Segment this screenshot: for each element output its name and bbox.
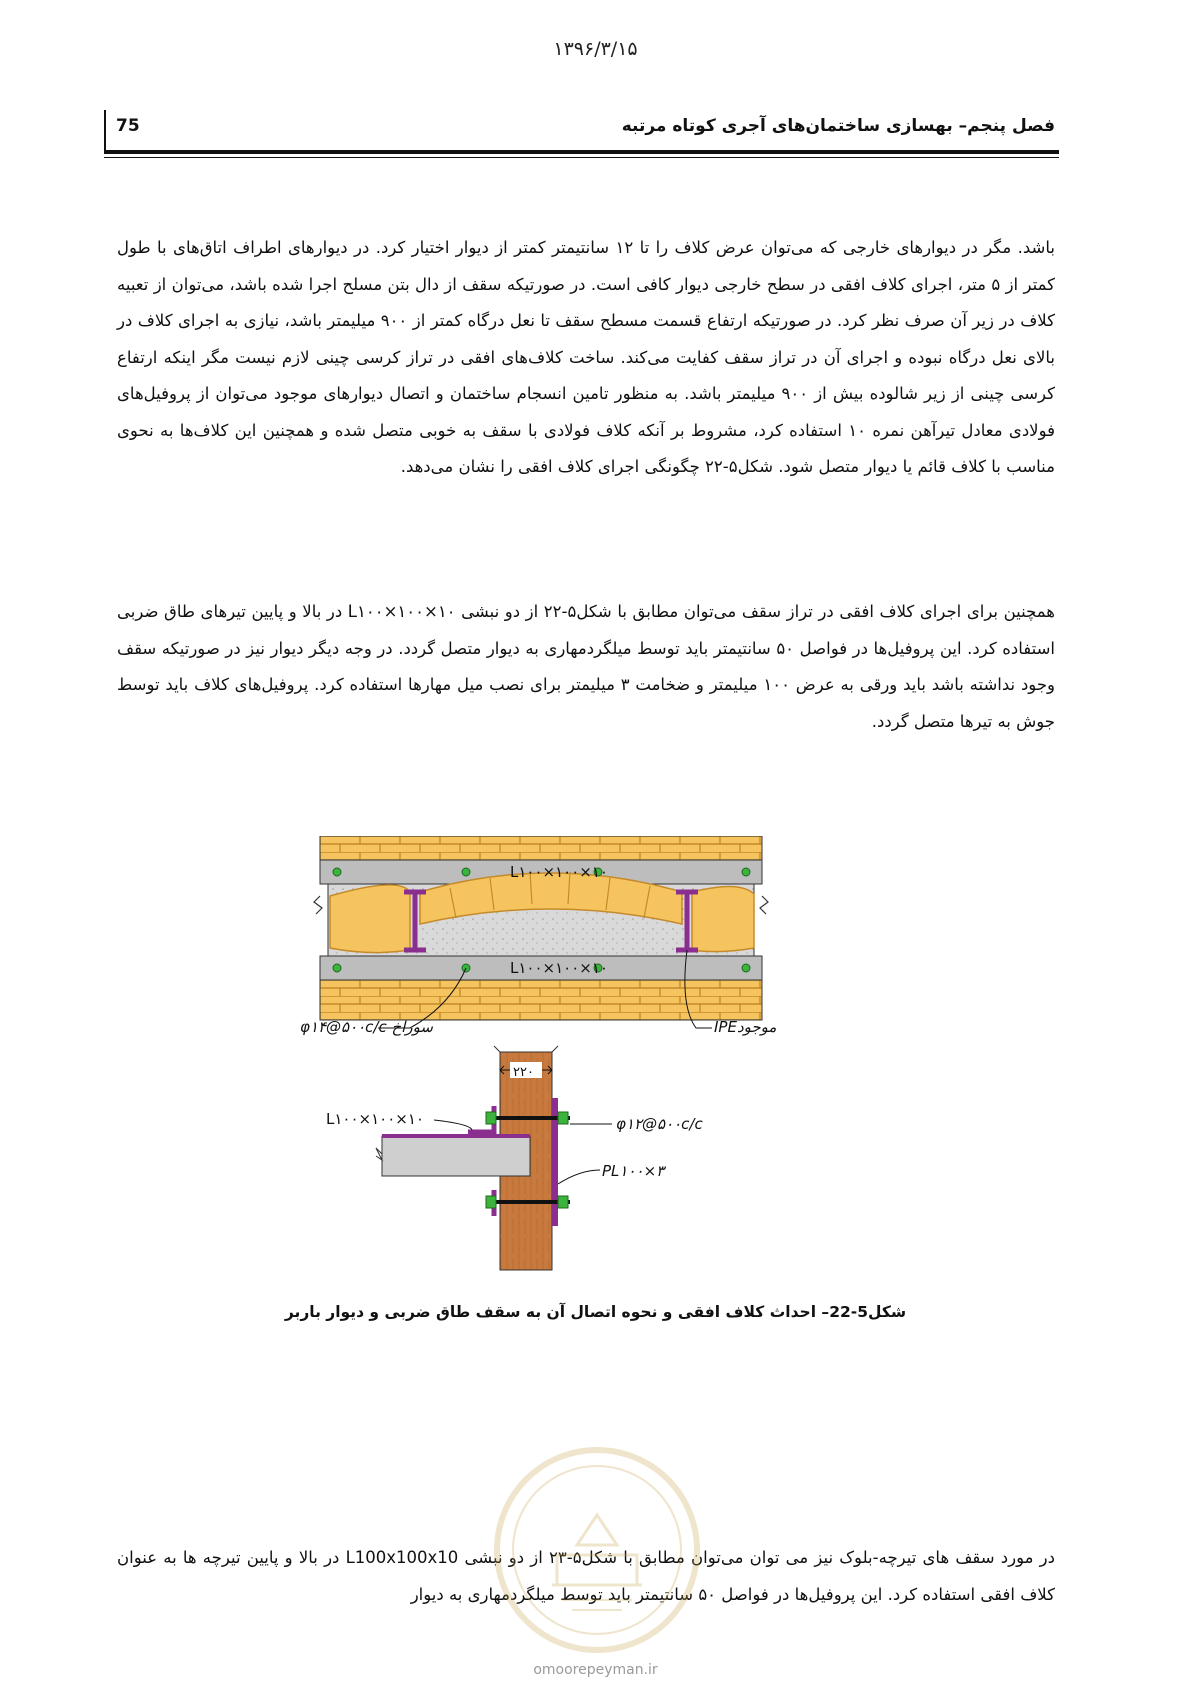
section-view: [326, 1046, 703, 1270]
body-paragraph-1: باشد. مگر در دیوارهای خارجی که می‌توان عرض کلاف را تا ۱۲ سانتیمتر کمتر از دیوار اختیار کرد. در دیوارهای اطراف اتاق‌های با طول کمتر از ۵ متر، اجرای کلاف افقی در سطح خارجی دیوار کافی است. در صورتیکه سقف از دال بتن مسلح اجرا شده باشد، می‌توان از تعبیه کلاف در زیر آن صرف نظر کرد. در صورتیکه ارتفاع قسمت مسطح سقف تا نعل درگاه کمتر از ۹۰۰ میلیمتر باشد، نیازی به اجرای کلاف در بالای نعل درگاه نبوده و اجرای آن در تراز سقف کفایت می‌کند. ساخت کلاف‌های افقی در تراز کرسی چینی لازم نیست مگر اینکه ارتفاع کرسی چینی از زیر شالوده بیش از ۹۰۰ میلیمتر باشد. به منظور تامین انسجام ساختمان و اتصال دیوارهای موجود می‌توان از پروفیل‌های فولادی معادل تیرآهن نمره ۱۰ استفاده کرد، مشروط بر آنکه کلاف فولادی با سقف به خوبی متصل شده و همچنین این کلاف‌ها به نحوی مناسب با کلاف قائم یا دیوار متصل شود. شکل۵-۲۲ چگونگی اجرای کلاف افقی را نشان می‌دهد.: [117, 238, 1056, 476]
nut-icon: [558, 1112, 568, 1124]
plate-label: PL۱۰۰×۳: [602, 1162, 665, 1180]
header-divider: [104, 110, 106, 150]
nut-icon: [486, 1112, 496, 1124]
wall-width-label: ۲۲۰: [513, 1065, 534, 1080]
bolt-hole: [333, 964, 341, 972]
watermark-url: omoorepeyman.ir: [533, 1662, 658, 1678]
ipe-label: IPEموجود: [714, 1018, 777, 1036]
hole-spacing-label: φ۱۴@۵۰۰c/c سوراخ: [300, 1018, 433, 1036]
detail-drawing: [300, 836, 860, 1276]
anchor-rod-label: φ۱۲@۵۰۰c/c: [616, 1115, 703, 1133]
bolt-hole: [742, 964, 750, 972]
bolt-hole: [462, 868, 470, 876]
bolt-hole: [742, 868, 750, 876]
header-rule-thin: [104, 157, 1059, 158]
plan-view: [300, 836, 776, 1036]
page-header: [104, 108, 1059, 152]
plan-angle-label-bottom: L۱۰۰×۱۰۰×۱۰: [510, 959, 608, 977]
watermark-seal: [482, 1435, 712, 1665]
nut-icon: [486, 1196, 496, 1208]
bolt-hole: [333, 868, 341, 876]
body-paragraph-3: در مورد سقف های تیرچه-بلوک نیز می توان می‌توان مطابق با شکل۵-۲۳ از دو نبشی L100x100x10 در بالا و پایین تیرچه ها به عنوان کلاف افقی استفاده کرد. این پروفیل‌ها در فواصل ۵۰ سانتیمتر باید توسط میلگردمهاری به دیوار: [117, 1548, 1055, 1604]
header-rule-thick: [104, 150, 1059, 154]
chapter-title: فصل پنجم– بهسازی ساختمان‌های آجری کوتاه مرتبه: [621, 116, 1055, 136]
figure-caption: شکل5-22– احداث کلاف افقی و نحوه اتصال آن به سقف طاق ضربی و دیوار باربر: [284, 1303, 907, 1321]
slab-section: [382, 1136, 530, 1176]
section-angle-label: L۱۰۰×۱۰۰×۱۰: [326, 1110, 424, 1128]
date-stamp: ۱۳۹۶/۳/۱۵: [553, 38, 638, 60]
figure-5-22: [300, 836, 860, 1276]
nut-icon: [558, 1196, 568, 1208]
page-number: 75: [116, 116, 140, 136]
body-paragraph-2: همچنین برای اجرای کلاف افقی در تراز سقف می‌توان مطابق با شکل۵-۲۲ از دو نبشی L۱۰۰×۱۰۰×۱۰ در بالا و پایین تیرهای طاق ضربی استفاده کرد. این پروفیل‌ها در فواصل ۵۰ سانتیمتر باید توسط میلگردمهاری به دیوار متصل گردد. در وجه دیگر دیوار نیز در صورتیکه سقف وجود نداشته باشد باید ورقی به عرض ۱۰۰ میلیمتر و ضخامت ۳ میلیمتر برای نصب میل مهارها استفاده کرد. پروفیل‌های کلاف باید توسط جوش به تیرها متصل گردد.: [117, 602, 1055, 731]
plan-angle-label-top: L۱۰۰×۱۰۰×۱۰: [510, 863, 608, 881]
